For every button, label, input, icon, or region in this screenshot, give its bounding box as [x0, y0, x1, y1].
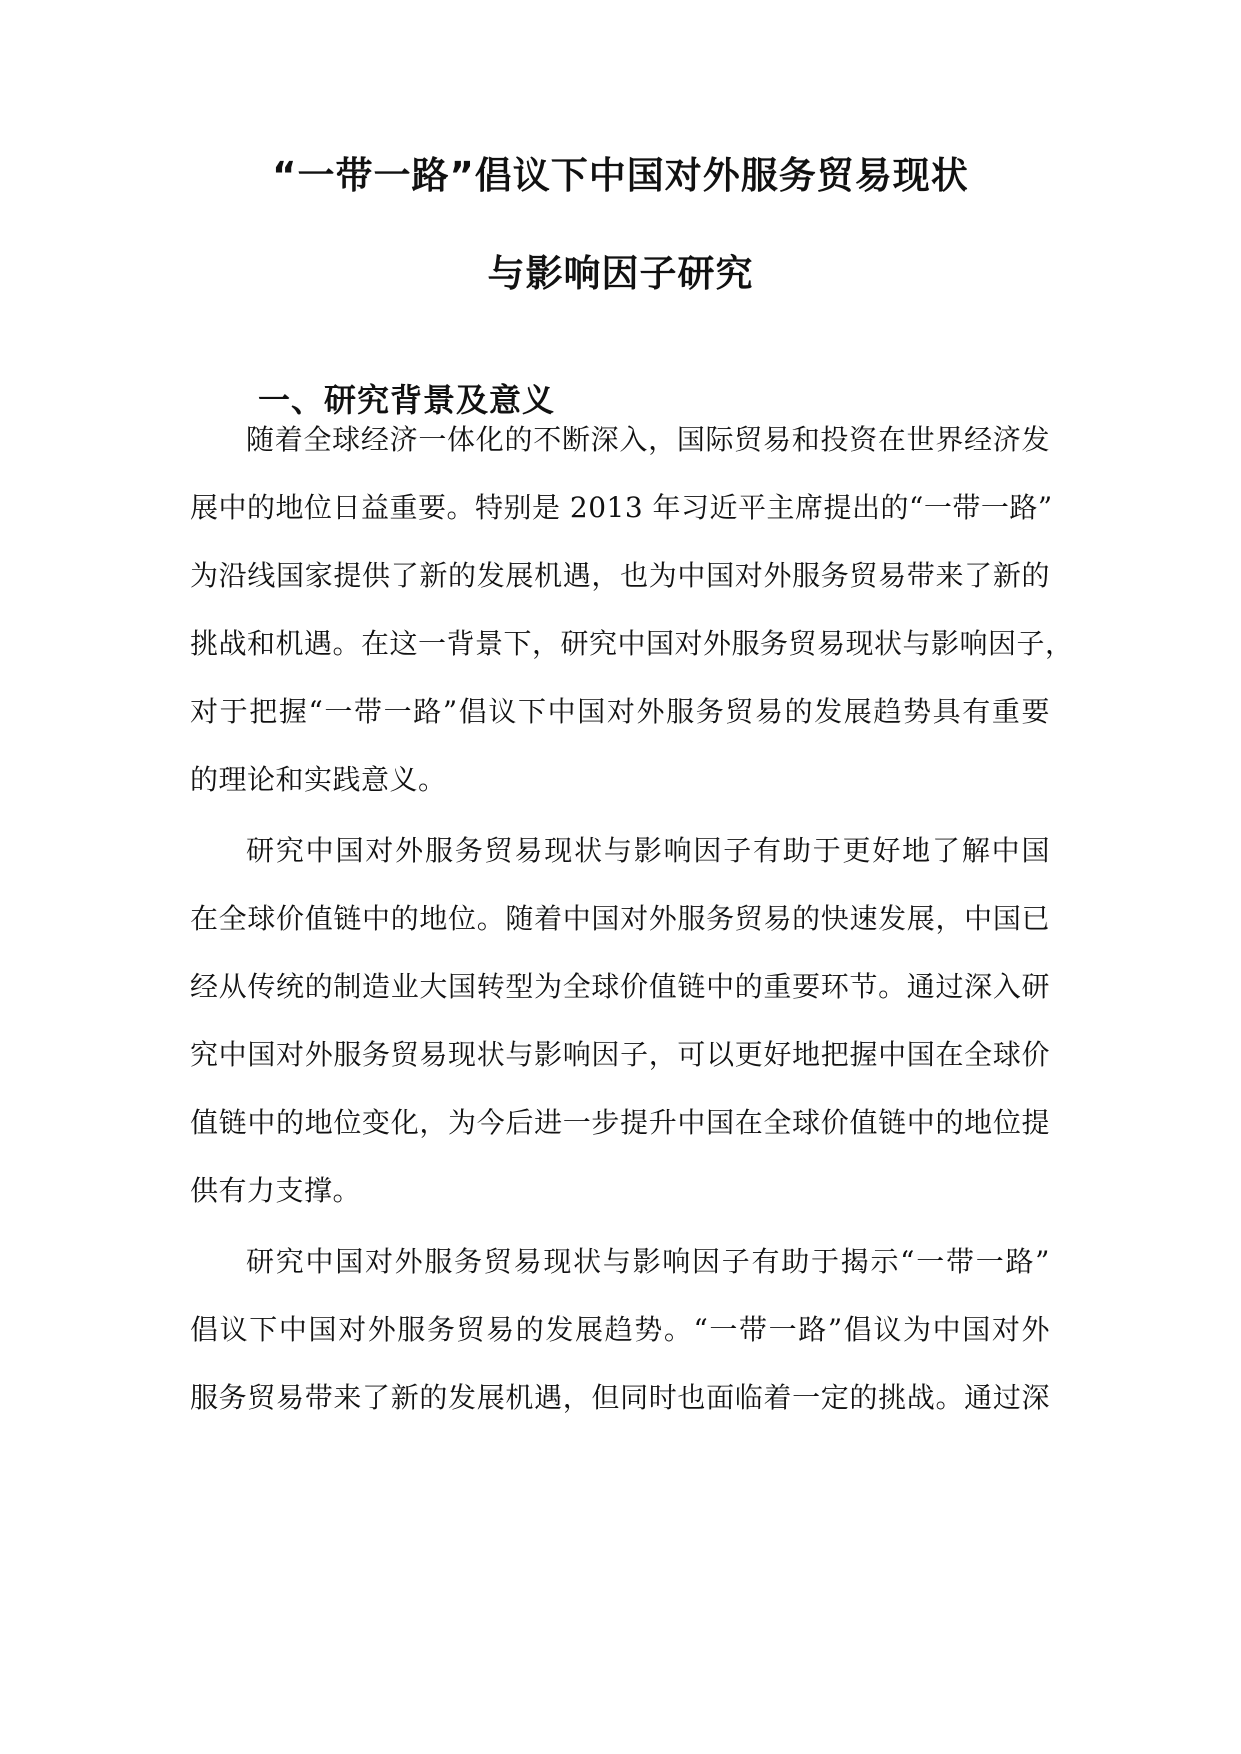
paragraph-1-line-2: 展中的地位日益重要。特别是 2013 年习近平主席提出的“一带一路”	[190, 491, 1053, 524]
document-title-line-1: “一带一路”倡议下中国对外服务贸易现状	[272, 154, 969, 197]
paragraph-1-line-5: 对于把握“一带一路”倡议下中国对外服务贸易的发展趋势具有重要	[190, 695, 1050, 728]
paragraph-2-line-3: 经从传统的制造业大国转型为全球价值链中的重要环节。通过深入研	[190, 970, 1050, 1003]
paragraph-2-line-6: 供有力支撑。	[190, 1174, 362, 1207]
section-heading: 一、研究背景及意义	[258, 381, 556, 419]
paragraph-3-line-3: 服务贸易带来了新的发展机遇，但同时也面临着一定的挑战。通过深	[190, 1381, 1050, 1414]
paragraph-2-line-2: 在全球价值链中的地位。随着中国对外服务贸易的快速发展，中国已	[190, 902, 1050, 935]
paragraph-2-line-1: 研究中国对外服务贸易现状与影响因子有助于更好地了解中国	[246, 834, 1050, 867]
paragraph-1-line-1: 随着全球经济一体化的不断深入，国际贸易和投资在世界经济发	[246, 423, 1050, 456]
paragraph-3-line-1: 研究中国对外服务贸易现状与影响因子有助于揭示“一带一路”	[246, 1245, 1050, 1278]
paragraph-2-line-4: 究中国对外服务贸易现状与影响因子，可以更好地把握中国在全球价	[190, 1038, 1050, 1071]
paragraph-3-line-2: 倡议下中国对外服务贸易的发展趋势。“一带一路”倡议为中国对外	[190, 1313, 1050, 1346]
paragraph-1-line-4: 挑战和机遇。在这一背景下，研究中国对外服务贸易现状与影响因子，	[190, 627, 1074, 660]
paragraph-1-line-6: 的理论和实践意义。	[190, 763, 447, 796]
paragraph-1-line-3: 为沿线国家提供了新的发展机遇，也为中国对外服务贸易带来了新的	[190, 559, 1050, 592]
paragraph-2-line-5: 值链中的地位变化，为今后进一步提升中国在全球价值链中的地位提	[190, 1106, 1050, 1139]
document-title-line-2: 与影响因子研究	[487, 252, 754, 295]
